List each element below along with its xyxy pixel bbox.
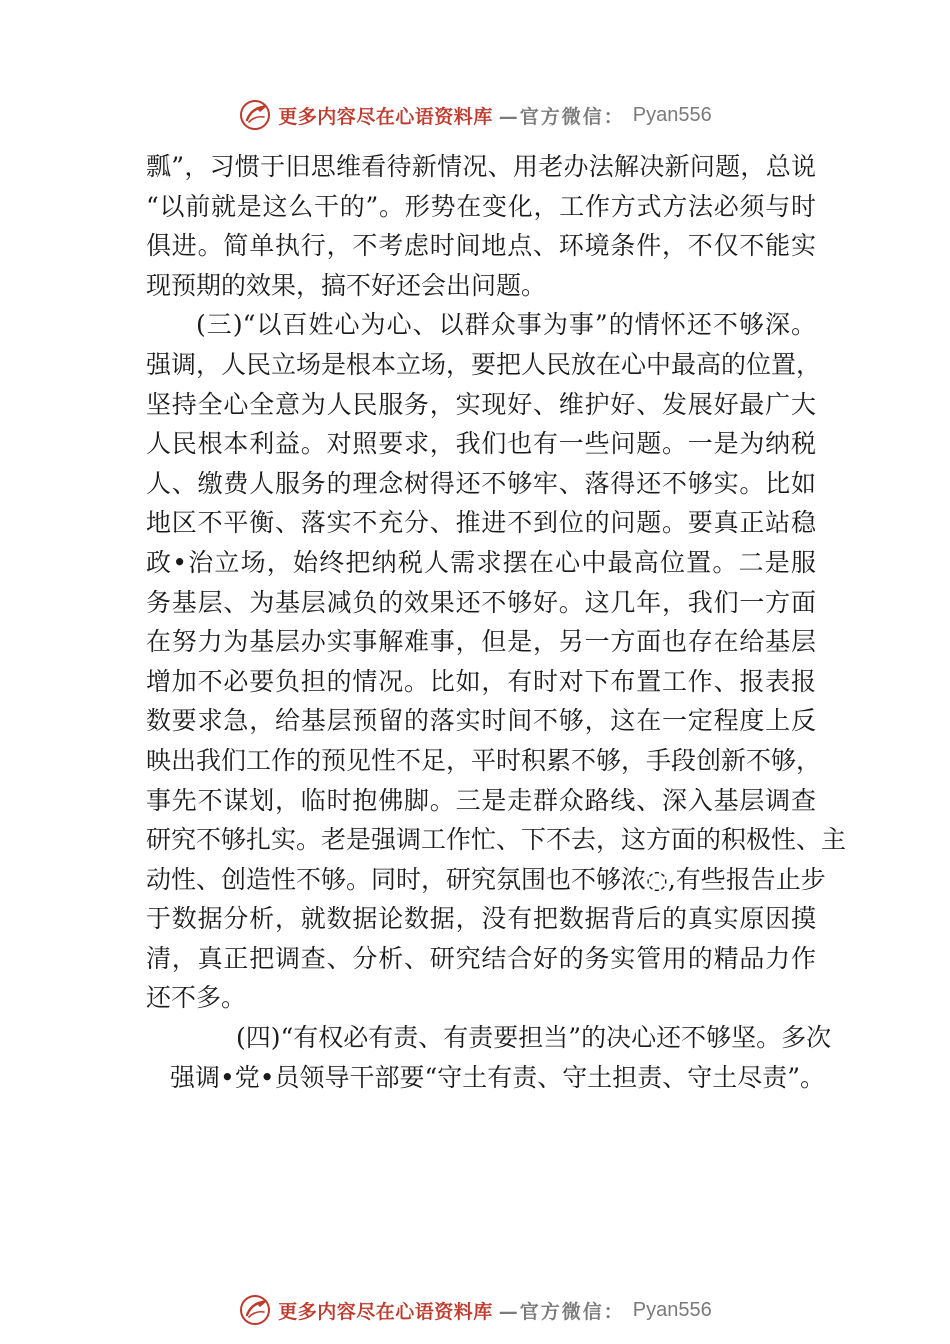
text-line: 事先不谋划，临时抱佛脚。三是走群众路线、深入基层调查: [146, 785, 816, 815]
text-line: 地区不平衡、落实不充分、推进不到位的问题。要真正站稳: [146, 508, 816, 538]
banner-wechat-id: Pyan556: [632, 1298, 712, 1321]
banner-site-name: 更多内容尽在心语资料库: [278, 105, 493, 128]
text-line: 强调，人民立场是根本立场，要把人民放在心中最高的位置，: [146, 349, 822, 379]
header-banner: [0, 95, 950, 135]
text-line: 动性、创造性不够。同时，研究氛围也不够浓◌,有些报告止步: [146, 864, 826, 894]
text-line: 政•治立场，始终把纳税人需求摆在心中最高位置。二是服: [146, 547, 816, 577]
text-line: 瓢”，习惯于旧思维看待新情况、用老办法解决新问题，总说: [146, 152, 816, 181]
banner-wechat-id: Pyan556: [632, 103, 712, 126]
signature-pen-logo-icon: [238, 1293, 272, 1327]
text-line: 坚持全心全意为人民服务，实现好、维护好、发展好最广大: [146, 389, 816, 419]
banner-wechat-label: —官方微信：: [498, 105, 625, 128]
text-line: 人民根本利益。对照要求，我们也有一些问题。一是为纳税: [146, 429, 816, 459]
document-body: [146, 147, 847, 1097]
banner-site-name: 更多内容尽在心语资料库: [278, 1300, 493, 1323]
text-line: 还不多。: [146, 983, 247, 1013]
text-line: 增加不必要负担的情况。比如，有时对下布置工作、报表报: [146, 666, 816, 696]
text-line: 研究不够扎实。老是强调工作忙、下不去，这方面的积极性、主: [146, 825, 847, 855]
section-heading-3: (三)“以百姓心为心、以群众事为事”的情怀还不够深。: [196, 310, 816, 340]
text-line: 映出我们工作的预见性不足，平时积累不够，手段创新不够，: [146, 745, 822, 775]
text-line: “以前就是这么干的”。形势在变化，工作方式方法必须与时: [146, 191, 816, 221]
text-line: 俱进。简单执行，不考虑时间地点、环境条件，不仅不能实: [146, 231, 816, 261]
footer-banner: [0, 1290, 950, 1330]
signature-pen-logo-icon: [238, 98, 272, 132]
text-line: 现预期的效果，搞不好还会出问题。: [146, 270, 547, 300]
text-line: 于数据分析，就数据论数据，没有把数据背后的真实原因摸: [146, 904, 816, 934]
text-line: 在努力为基层办实事解难事，但是，另一方面也存在给基层: [146, 627, 816, 657]
text-line: 清，真正把调查、分析、研究结合好的务实管用的精品力作: [146, 943, 816, 973]
text-line: 务基层、为基层减负的效果还不够好。这几年，我们一方面: [146, 587, 816, 617]
banner-wechat-label: —官方微信：: [498, 1300, 625, 1323]
section-heading-4: (四)“有权必有责、有责要担当”的决心还不够坚。多次: [236, 1023, 832, 1053]
text-line: 数要求急，给基层预留的落实时间不够，这在一定程度上反: [146, 706, 816, 736]
text-line: 人、缴费人服务的理念树得还不够牢、落得还不够实。比如: [146, 468, 816, 498]
text-line: 强调•党•员领导干部要“守土有责、守土担责、守土尽责”。: [170, 1062, 826, 1092]
